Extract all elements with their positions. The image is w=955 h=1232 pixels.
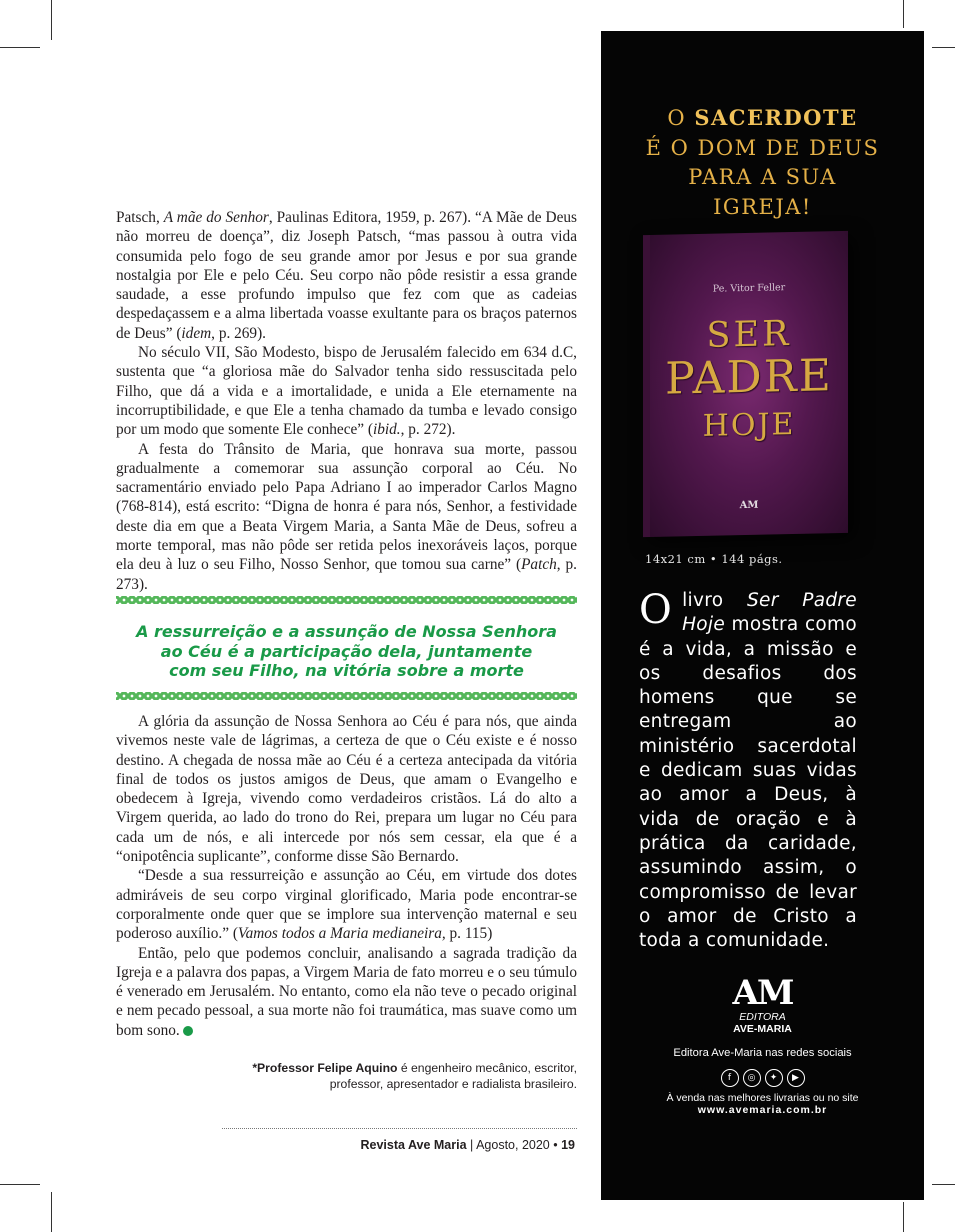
end-of-article-dot bbox=[183, 1026, 193, 1036]
editora-name bbox=[601, 1011, 924, 1035]
ad-headline-emphasis: SACERDOTE bbox=[694, 105, 858, 130]
book-title-line: SER bbox=[706, 314, 792, 356]
author-credit bbox=[247, 1060, 577, 1092]
author-bio: é engenheiro mecânico, escritor, bbox=[397, 1061, 577, 1075]
italic-citation: ibid. bbox=[373, 421, 401, 439]
website-link[interactable]: www.avemaria.com.br bbox=[697, 1104, 828, 1116]
crop-mark bbox=[0, 47, 40, 48]
sale-info bbox=[601, 1092, 924, 1116]
book-author: Pe. Vitor Feller bbox=[712, 282, 786, 295]
ad-description bbox=[639, 589, 857, 953]
article-body-top bbox=[116, 208, 577, 594]
book-title-inline: Ser Padre Hoje bbox=[682, 590, 857, 636]
editora-label: EDITORA bbox=[739, 1011, 786, 1023]
author-bio-line-2: professor, apresentador e radialista brasileiro. bbox=[329, 1077, 577, 1091]
editora-brand: AVE-MARIA bbox=[733, 1023, 792, 1035]
headline-line: com seu Filho, na vitória sobre a morte bbox=[169, 661, 524, 680]
paragraph-text: No século VII, São Modesto, bispo de Jerusalém falecido em 634 d.C, sustenta que “a gloriosa mãe do Salvador tenha sido ressuscitada pelo Filho, que dá a vida e a imortalidade, e unida a Ele eternamente na incorruptibilidade, e que Ele a tenha chamado da tumba e levado consigo por um modo que somente Ele conhece” ( bbox=[116, 344, 577, 439]
italic-citation: idem bbox=[181, 324, 212, 342]
paragraph-text: , p. 273). bbox=[116, 556, 577, 593]
ornament-divider-bottom bbox=[116, 692, 577, 700]
social-icons bbox=[601, 1065, 924, 1087]
italic-citation: Vamos todos a Maria medianeira, bbox=[237, 925, 446, 943]
paragraph-text: , p. 272). bbox=[400, 421, 456, 439]
ad-text: livro bbox=[682, 590, 747, 611]
crop-mark bbox=[903, 1202, 904, 1232]
paragraph-text: A festa do Trânsito de Maria, que honrava sua morte, passou gradualmente a comemorar sua assunção corporal ao Céu. No sacramentário enviado pelo Papa Adriano I ao imperador Carlos Magno (768-814), está escrito: “Digna de honra é para nós, Senhor, a festividade deste dia em que a Beata Virgem Maria, a Santa Mãe de Deus, sofreu a morte temporal, mas não pôde ser retida pelos inexoráveis laços, porque ela deu à luz o seu Filho, Nosso Senhor, que tomou sua carne” ( bbox=[116, 440, 577, 574]
article-paragraph bbox=[116, 343, 577, 439]
paragraph-text: , Paulinas Editora, 1959, p. 267). “A Mãe de Deus não morreu de doença”, diz Joseph Patsch, “mas passou à outra vida consumida pelo fogo de seu grande amor por Jesus e por sua grande nostalgia por Ele e pelo Céu. Seu corpo não pôde resistir a essa grande saudade, a esse profundo impulso que fez com que as cadeias despedaçassem e a alma libertada voasse exultante para os braços paternos de Deus” ( bbox=[116, 209, 577, 342]
crop-mark bbox=[903, 0, 904, 28]
article-paragraph bbox=[116, 440, 577, 594]
italic-citation: A mãe do Senhor bbox=[163, 209, 269, 226]
article-paragraph bbox=[116, 208, 577, 343]
drop-cap: O bbox=[639, 587, 673, 633]
sale-text: À venda nas melhores livrarias ou no site bbox=[666, 1092, 859, 1104]
book-specs: 14x21 cm • 144 págs. bbox=[645, 552, 783, 566]
crop-mark bbox=[0, 1184, 40, 1185]
editora-logo: AM bbox=[732, 973, 793, 1013]
facebook-icon[interactable]: f bbox=[721, 1069, 739, 1087]
issue-date: Agosto, 2020 • bbox=[476, 1138, 558, 1152]
youtube-icon[interactable]: ▶ bbox=[787, 1069, 805, 1087]
ad-headline-line: IGREJA! bbox=[713, 194, 812, 219]
paragraph-text: , p. 269). bbox=[211, 324, 266, 342]
article-paragraph bbox=[116, 712, 577, 866]
page-footer bbox=[360, 1138, 575, 1152]
article-body-bottom bbox=[116, 712, 577, 1040]
magazine-name: Revista Ave Maria bbox=[360, 1138, 467, 1152]
book-advertisement bbox=[601, 31, 924, 1200]
article-paragraph bbox=[116, 866, 577, 943]
paragraph-text: Patsch, bbox=[116, 209, 164, 226]
pull-quote-headline bbox=[116, 622, 577, 681]
crop-mark bbox=[51, 1192, 52, 1232]
instagram-icon[interactable]: ◎ bbox=[743, 1069, 761, 1087]
ad-text: mostra como é a vida, a missão e os desafios dos homens que se entregam ao ministério sacerdotal e dedicam suas vidas ao amor a Deus, à vida de oração e à prática da caridade, assumindo assim, o compromisso de levar o amor de Cristo a toda a comunidade. bbox=[639, 614, 857, 952]
crop-mark bbox=[932, 1184, 955, 1185]
paragraph-text: Então, pelo que podemos concluir, analisando a sagrada tradição da Igreja e a palavra dos papas, a Virgem Maria de fato morreu e o seu túmulo é venerado em Jerusalém. No entanto, como ela não teve o pecado original e nem pecado pessoal, a sua morte não foi traumática, mas suave como um bom sono. bbox=[116, 944, 577, 1039]
page-number: 19 bbox=[561, 1138, 575, 1152]
book-title-line: HOJE bbox=[702, 406, 796, 444]
footer-rule bbox=[222, 1128, 577, 1129]
ad-headline-line: PARA A SUA bbox=[688, 165, 837, 189]
headline-line: ao Céu é a participação dela, juntamente bbox=[160, 641, 533, 661]
footer-separator: | bbox=[470, 1138, 474, 1152]
crop-mark bbox=[51, 0, 52, 40]
paragraph-text: p. 115) bbox=[445, 925, 493, 943]
publisher-logo-small: AM bbox=[739, 499, 759, 512]
social-label: Editora Ave-Maria nas redes sociais bbox=[673, 1047, 852, 1059]
book-title-line: PADRE bbox=[665, 350, 833, 405]
ornament-divider-top bbox=[116, 596, 577, 604]
author-name: *Professor Felipe Aquino bbox=[252, 1061, 398, 1075]
twitter-icon[interactable]: ✦ bbox=[765, 1069, 783, 1087]
headline-line: A ressurreição e a assunção de Nossa Senhora bbox=[136, 622, 557, 641]
ad-headline-word: O bbox=[667, 106, 695, 130]
paragraph-text: “Desde a sua ressurreição e assunção ao Céu, em virtude dos dotes admiráveis de seu corpo virginal glorificado, Maria pode encontrar-se corporalmente onde quer que se implore sua intervenção maternal e seu poderoso auxílio.” ( bbox=[116, 867, 577, 943]
crop-mark bbox=[932, 47, 955, 48]
italic-citation: Patch bbox=[521, 556, 557, 574]
paragraph-text: A glória da assunção de Nossa Senhora ao Céu é para nós, que ainda vivemos neste vale de lágrimas, a certeza de que o Céu existe e é nosso destino. A chegada de nossa mãe ao Céu é a certeza antecipada da vitória final de todos os justos amigos de Deus, que amam o Evangelho e obedecem à Igreja, vivendo como verdadeiros cristãos. Lá do alto a Virgem querida, ao lado do trono do Rei, prepara um lugar no Céu para cada um de nós, e ali intercede por nós sem cessar, ela que é a “onipotência suplicante”, conforme disse São Bernardo. bbox=[116, 713, 577, 866]
book-cover bbox=[643, 231, 848, 537]
article-paragraph bbox=[116, 944, 577, 1040]
ad-headline-line: É O DOM DE DEUS bbox=[645, 135, 880, 160]
ad-headline bbox=[601, 103, 924, 222]
